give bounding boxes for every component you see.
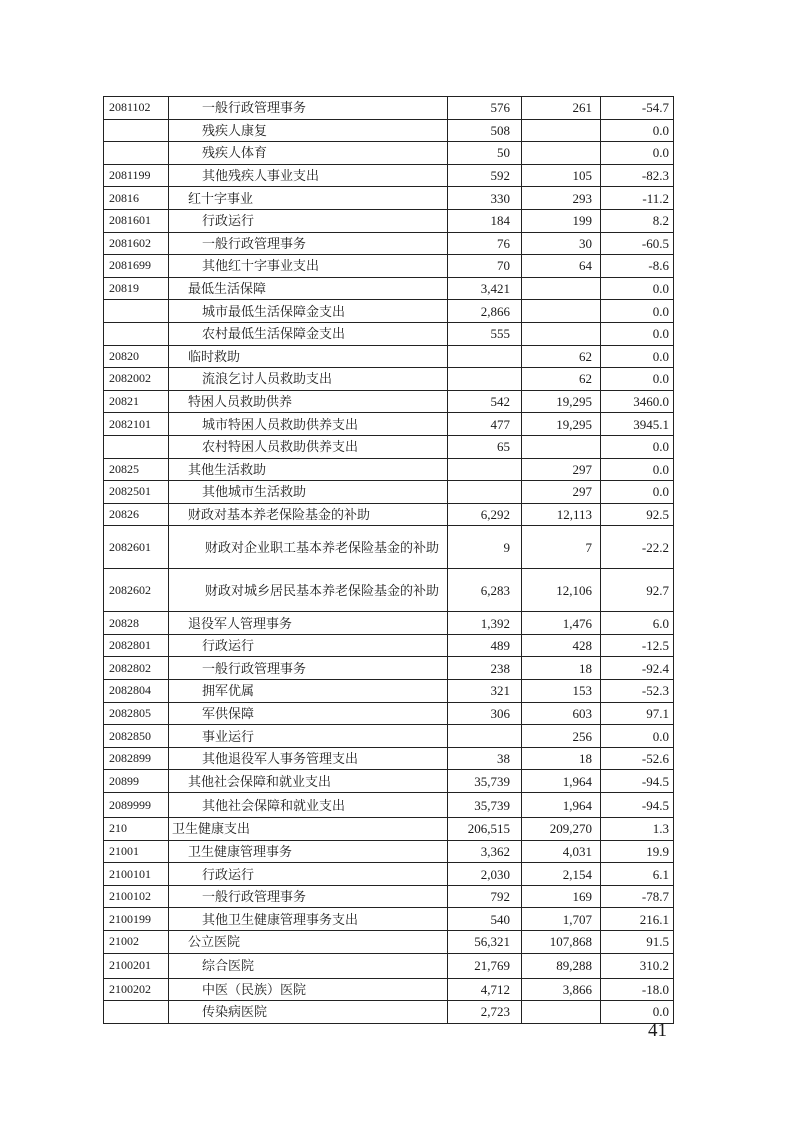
- code-cell: [104, 1001, 169, 1024]
- table-row: [104, 569, 674, 612]
- change-percent-cell: -82.3: [601, 164, 674, 187]
- value-1-cell: 2,866: [448, 300, 522, 323]
- name-cell: 一般行政管理事务: [169, 232, 448, 255]
- table-row: [104, 702, 674, 725]
- name-cell: 财政对企业职工基本养老保险基金的补助: [169, 526, 448, 569]
- change-percent-cell: -94.5: [601, 793, 674, 818]
- change-percent-cell: 3945.1: [601, 413, 674, 436]
- code-cell: 2100101: [104, 863, 169, 886]
- change-percent-cell: 216.1: [601, 908, 674, 931]
- name-cell: 流浪乞讨人员救助支出: [169, 368, 448, 391]
- value-1-cell: 76: [448, 232, 522, 255]
- value-1-cell: 540: [448, 908, 522, 931]
- value-1-cell: 555: [448, 322, 522, 345]
- value-2-cell: 1,476: [522, 612, 601, 635]
- name-cell: 其他残疾人事业支出: [169, 164, 448, 187]
- value-2-cell: 4,031: [522, 840, 601, 863]
- change-percent-cell: -78.7: [601, 885, 674, 908]
- value-1-cell: 321: [448, 680, 522, 703]
- change-percent-cell: 0.0: [601, 277, 674, 300]
- table-row: [104, 232, 674, 255]
- table-row: [104, 300, 674, 323]
- value-1-cell: 3,421: [448, 277, 522, 300]
- change-percent-cell: 91.5: [601, 931, 674, 954]
- code-cell: 2100199: [104, 908, 169, 931]
- table-row: [104, 634, 674, 657]
- name-cell: 红十字事业: [169, 187, 448, 210]
- name-cell: 城市特困人员救助供养支出: [169, 413, 448, 436]
- change-percent-cell: 0.0: [601, 322, 674, 345]
- name-cell: 残疾人康复: [169, 119, 448, 142]
- table-row: [104, 657, 674, 680]
- value-2-cell: 64: [522, 255, 601, 278]
- value-2-cell: 12,113: [522, 503, 601, 526]
- code-cell: 2082805: [104, 702, 169, 725]
- name-cell: 财政对基本养老保险基金的补助: [169, 503, 448, 526]
- code-cell: [104, 435, 169, 458]
- code-cell: 2082501: [104, 481, 169, 504]
- change-percent-cell: -22.2: [601, 526, 674, 569]
- name-cell: 行政运行: [169, 863, 448, 886]
- page-number: 41: [648, 1020, 667, 1041]
- change-percent-cell: -11.2: [601, 187, 674, 210]
- value-2-cell: 107,868: [522, 931, 601, 954]
- change-percent-cell: -52.6: [601, 747, 674, 770]
- value-1-cell: 2,723: [448, 1001, 522, 1024]
- change-percent-cell: -8.6: [601, 255, 674, 278]
- name-cell: 一般行政管理事务: [169, 885, 448, 908]
- value-2-cell: 169: [522, 885, 601, 908]
- value-2-cell: 209,270: [522, 818, 601, 841]
- value-2-cell: [522, 300, 601, 323]
- code-cell: 210: [104, 818, 169, 841]
- code-cell: 2089999: [104, 793, 169, 818]
- value-1-cell: 9: [448, 526, 522, 569]
- name-cell: 其他社会保障和就业支出: [169, 793, 448, 818]
- value-1-cell: 576: [448, 97, 522, 120]
- name-cell: 特困人员救助供养: [169, 390, 448, 413]
- code-cell: 20820: [104, 345, 169, 368]
- table-row: [104, 209, 674, 232]
- value-2-cell: 3,866: [522, 978, 601, 1001]
- value-2-cell: 297: [522, 458, 601, 481]
- value-1-cell: 792: [448, 885, 522, 908]
- table-row: [104, 458, 674, 481]
- value-2-cell: [522, 435, 601, 458]
- code-cell: 20826: [104, 503, 169, 526]
- value-1-cell: 2,030: [448, 863, 522, 886]
- change-percent-cell: 0.0: [601, 725, 674, 748]
- value-2-cell: 7: [522, 526, 601, 569]
- name-cell: 其他社会保障和就业支出: [169, 770, 448, 793]
- table-row: [104, 747, 674, 770]
- table-row: [104, 680, 674, 703]
- code-cell: 20825: [104, 458, 169, 481]
- change-percent-cell: 310.2: [601, 953, 674, 978]
- name-cell: 其他城市生活救助: [169, 481, 448, 504]
- value-1-cell: 330: [448, 187, 522, 210]
- name-cell: 退役军人管理事务: [169, 612, 448, 635]
- value-1-cell: 306: [448, 702, 522, 725]
- code-cell: 20819: [104, 277, 169, 300]
- name-cell: 其他生活救助: [169, 458, 448, 481]
- name-cell: 中医（民族）医院: [169, 978, 448, 1001]
- value-1-cell: [448, 345, 522, 368]
- code-cell: 21001: [104, 840, 169, 863]
- change-percent-cell: 0.0: [601, 345, 674, 368]
- value-2-cell: [522, 1001, 601, 1024]
- value-1-cell: 3,362: [448, 840, 522, 863]
- value-2-cell: [522, 142, 601, 165]
- change-percent-cell: 0.0: [601, 481, 674, 504]
- table-row: [104, 503, 674, 526]
- table-row: [104, 322, 674, 345]
- value-2-cell: 256: [522, 725, 601, 748]
- name-cell: 事业运行: [169, 725, 448, 748]
- table-row: [104, 368, 674, 391]
- table-row: [104, 840, 674, 863]
- code-cell: 20816: [104, 187, 169, 210]
- value-1-cell: 1,392: [448, 612, 522, 635]
- change-percent-cell: -12.5: [601, 634, 674, 657]
- value-2-cell: 89,288: [522, 953, 601, 978]
- value-2-cell: 1,964: [522, 793, 601, 818]
- name-cell: 行政运行: [169, 634, 448, 657]
- value-1-cell: 184: [448, 209, 522, 232]
- name-cell: 卫生健康管理事务: [169, 840, 448, 863]
- table-row: [104, 142, 674, 165]
- code-cell: 2100202: [104, 978, 169, 1001]
- value-2-cell: 603: [522, 702, 601, 725]
- value-1-cell: [448, 458, 522, 481]
- table-row: [104, 481, 674, 504]
- table-row: [104, 526, 674, 569]
- code-cell: 20821: [104, 390, 169, 413]
- value-2-cell: 18: [522, 747, 601, 770]
- value-1-cell: 477: [448, 413, 522, 436]
- value-2-cell: 1,707: [522, 908, 601, 931]
- code-cell: 20828: [104, 612, 169, 635]
- value-1-cell: 238: [448, 657, 522, 680]
- code-cell: [104, 142, 169, 165]
- change-percent-cell: 6.1: [601, 863, 674, 886]
- code-cell: [104, 300, 169, 323]
- table-row: [104, 164, 674, 187]
- change-percent-cell: -60.5: [601, 232, 674, 255]
- change-percent-cell: -18.0: [601, 978, 674, 1001]
- value-1-cell: 35,739: [448, 793, 522, 818]
- name-cell: 行政运行: [169, 209, 448, 232]
- value-1-cell: 70: [448, 255, 522, 278]
- value-1-cell: 21,769: [448, 953, 522, 978]
- code-cell: 2082601: [104, 526, 169, 569]
- table-row: [104, 908, 674, 931]
- value-1-cell: 4,712: [448, 978, 522, 1001]
- value-2-cell: 62: [522, 345, 601, 368]
- change-percent-cell: 0.0: [601, 142, 674, 165]
- name-cell: 拥军优属: [169, 680, 448, 703]
- table-row: [104, 725, 674, 748]
- name-cell: 公立医院: [169, 931, 448, 954]
- value-2-cell: [522, 322, 601, 345]
- table-row: [104, 885, 674, 908]
- value-2-cell: 297: [522, 481, 601, 504]
- code-cell: 2082801: [104, 634, 169, 657]
- table-row: [104, 931, 674, 954]
- name-cell: 一般行政管理事务: [169, 657, 448, 680]
- table-row: [104, 863, 674, 886]
- name-cell: 残疾人体育: [169, 142, 448, 165]
- code-cell: 2081102: [104, 97, 169, 120]
- table-row: [104, 97, 674, 120]
- code-cell: 2081699: [104, 255, 169, 278]
- change-percent-cell: 0.0: [601, 1001, 674, 1024]
- name-cell: 最低生活保障: [169, 277, 448, 300]
- change-percent-cell: 0.0: [601, 435, 674, 458]
- table-row: [104, 818, 674, 841]
- table-row: [104, 413, 674, 436]
- table-row: [104, 770, 674, 793]
- change-percent-cell: 8.2: [601, 209, 674, 232]
- change-percent-cell: -94.5: [601, 770, 674, 793]
- value-2-cell: 18: [522, 657, 601, 680]
- code-cell: 2100102: [104, 885, 169, 908]
- value-1-cell: [448, 481, 522, 504]
- value-2-cell: 30: [522, 232, 601, 255]
- code-cell: 2082850: [104, 725, 169, 748]
- name-cell: 其他退役军人事务管理支出: [169, 747, 448, 770]
- value-1-cell: 6,292: [448, 503, 522, 526]
- value-2-cell: 2,154: [522, 863, 601, 886]
- table-row: [104, 390, 674, 413]
- change-percent-cell: 0.0: [601, 119, 674, 142]
- value-1-cell: 50: [448, 142, 522, 165]
- budget-table: [103, 96, 674, 1024]
- change-percent-cell: 6.0: [601, 612, 674, 635]
- value-2-cell: 19,295: [522, 413, 601, 436]
- value-1-cell: [448, 725, 522, 748]
- name-cell: 传染病医院: [169, 1001, 448, 1024]
- value-1-cell: 508: [448, 119, 522, 142]
- value-1-cell: 56,321: [448, 931, 522, 954]
- value-2-cell: 1,964: [522, 770, 601, 793]
- table-row: [104, 277, 674, 300]
- code-cell: 21002: [104, 931, 169, 954]
- name-cell: 农村最低生活保障金支出: [169, 322, 448, 345]
- value-1-cell: 6,283: [448, 569, 522, 612]
- code-cell: 2081601: [104, 209, 169, 232]
- name-cell: 财政对城乡居民基本养老保险基金的补助: [169, 569, 448, 612]
- change-percent-cell: 0.0: [601, 300, 674, 323]
- table-row: [104, 187, 674, 210]
- code-cell: 2100201: [104, 953, 169, 978]
- value-1-cell: 38: [448, 747, 522, 770]
- code-cell: 2082804: [104, 680, 169, 703]
- name-cell: 临时救助: [169, 345, 448, 368]
- value-2-cell: 62: [522, 368, 601, 391]
- code-cell: [104, 322, 169, 345]
- value-2-cell: 428: [522, 634, 601, 657]
- code-cell: 2082802: [104, 657, 169, 680]
- value-2-cell: 12,106: [522, 569, 601, 612]
- table-row: [104, 612, 674, 635]
- value-1-cell: 489: [448, 634, 522, 657]
- name-cell: 其他红十字事业支出: [169, 255, 448, 278]
- change-percent-cell: 97.1: [601, 702, 674, 725]
- value-2-cell: [522, 119, 601, 142]
- value-2-cell: 261: [522, 97, 601, 120]
- code-cell: 20899: [104, 770, 169, 793]
- change-percent-cell: 92.5: [601, 503, 674, 526]
- table-body: [104, 97, 674, 1024]
- name-cell: 城市最低生活保障金支出: [169, 300, 448, 323]
- value-1-cell: [448, 368, 522, 391]
- code-cell: 2082101: [104, 413, 169, 436]
- name-cell: 其他卫生健康管理事务支出: [169, 908, 448, 931]
- value-2-cell: 153: [522, 680, 601, 703]
- value-1-cell: 542: [448, 390, 522, 413]
- change-percent-cell: 1.3: [601, 818, 674, 841]
- value-2-cell: 293: [522, 187, 601, 210]
- value-2-cell: 105: [522, 164, 601, 187]
- name-cell: 卫生健康支出: [169, 818, 448, 841]
- table-row: [104, 345, 674, 368]
- name-cell: 农村特困人员救助供养支出: [169, 435, 448, 458]
- value-2-cell: 199: [522, 209, 601, 232]
- change-percent-cell: 19.9: [601, 840, 674, 863]
- code-cell: 2081602: [104, 232, 169, 255]
- change-percent-cell: -92.4: [601, 657, 674, 680]
- change-percent-cell: 92.7: [601, 569, 674, 612]
- table-row: [104, 255, 674, 278]
- table-row: [104, 119, 674, 142]
- change-percent-cell: 3460.0: [601, 390, 674, 413]
- value-1-cell: 35,739: [448, 770, 522, 793]
- name-cell: 一般行政管理事务: [169, 97, 448, 120]
- change-percent-cell: -54.7: [601, 97, 674, 120]
- change-percent-cell: -52.3: [601, 680, 674, 703]
- change-percent-cell: 0.0: [601, 458, 674, 481]
- code-cell: 2081199: [104, 164, 169, 187]
- table-row: [104, 435, 674, 458]
- value-1-cell: 592: [448, 164, 522, 187]
- table-row: [104, 953, 674, 978]
- code-cell: 2082002: [104, 368, 169, 391]
- name-cell: 综合医院: [169, 953, 448, 978]
- table-row: [104, 1001, 674, 1024]
- table-row: [104, 978, 674, 1001]
- value-1-cell: 206,515: [448, 818, 522, 841]
- value-2-cell: [522, 277, 601, 300]
- change-percent-cell: 0.0: [601, 368, 674, 391]
- code-cell: 2082899: [104, 747, 169, 770]
- code-cell: [104, 119, 169, 142]
- code-cell: 2082602: [104, 569, 169, 612]
- table-row: [104, 793, 674, 818]
- value-2-cell: 19,295: [522, 390, 601, 413]
- value-1-cell: 65: [448, 435, 522, 458]
- name-cell: 军供保障: [169, 702, 448, 725]
